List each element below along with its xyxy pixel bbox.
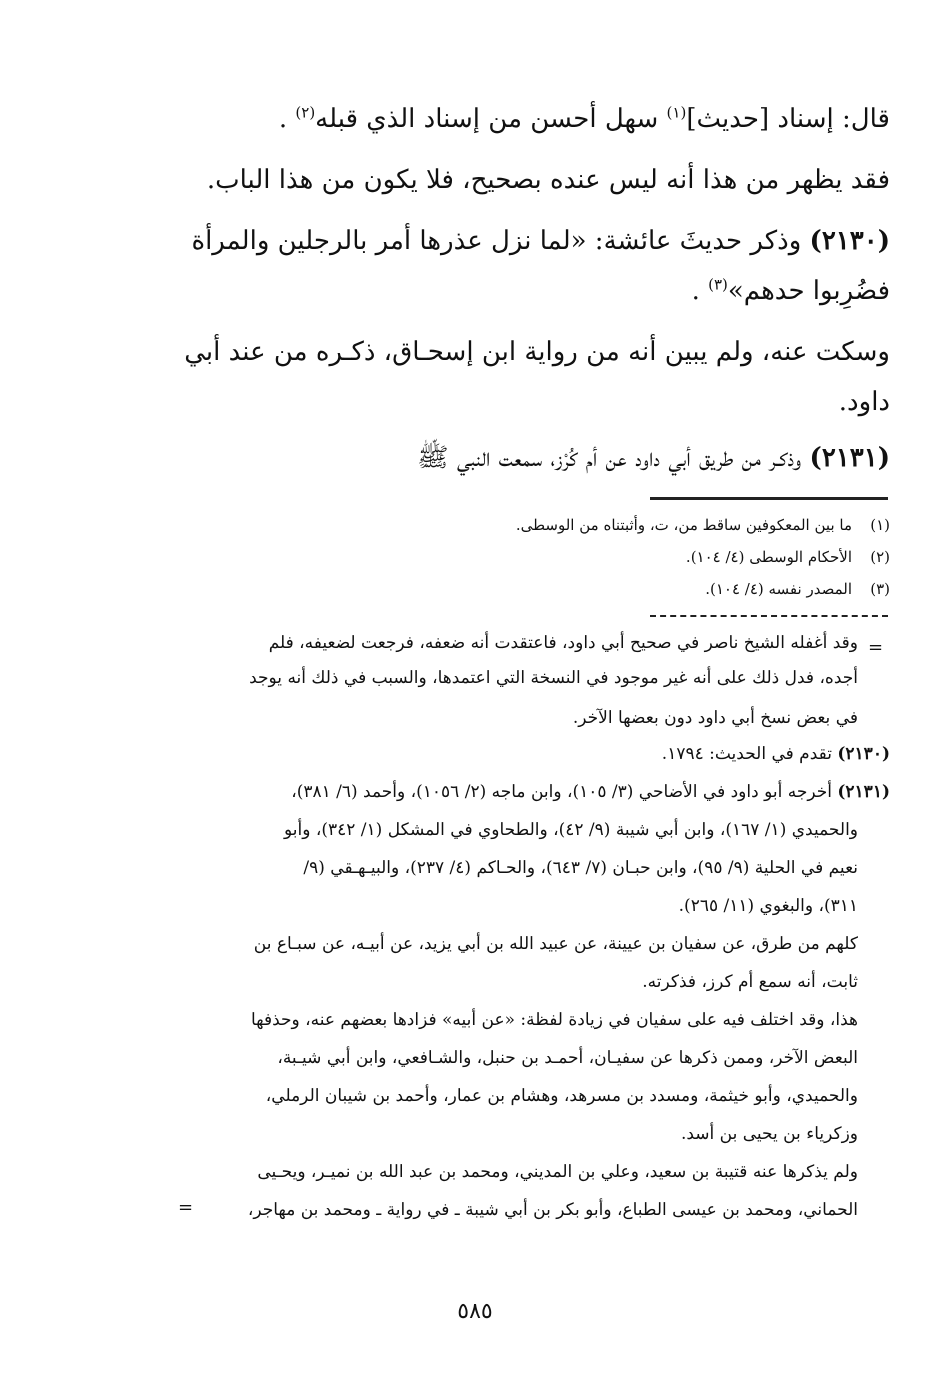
hadith-number-2131: (٢١٣١)	[809, 443, 890, 473]
main-paragraph-3-line-2: داود.	[838, 387, 890, 417]
footnote-ref-1: (١)	[666, 103, 687, 122]
note-cont-line-2: أجده، فدل ذلك على أنه غير موجود في النسخة التي اعتمدها، والسبب في ذلك أنه يوجد	[249, 668, 858, 688]
page-number: ٥٨٥	[457, 1299, 493, 1324]
note-p2-line-1: كلهم من طرق، عن سفيان بن عيينة، عن عبيد الله بن أبي يزيد، عن أبيـه، عن سبـاع بن	[253, 934, 858, 954]
note-p4-line-2: الحماني، ومحمد بن عيسى الطباع، وأبو بكر بن أبي شيبة ـ في رواية ـ ومحمد بن مهاجر،	[247, 1200, 858, 1220]
note-2131-line-1: (٢١٣١) أخرجه أبو داود في الأضاحي (٣/ ١٠٥)، وابن ماجه (٢/ ١٠٥٦)، وأحمد (٦/ ٣٨١)،	[291, 782, 890, 802]
hadith-2130-line-1: (٢١٣٠) وذكر حديثَ عائشة: «لما نزل عذرها أمر بالرجلين والمرأة	[191, 226, 890, 256]
main-paragraph-3-line-1: وسكت عنه، ولم يبين أنه من رواية ابن إسحـاق، ذكـره من عند أبي	[184, 337, 890, 367]
note-cont-line-3: في بعض نسخ أبي داود دون بعضها الآخر.	[572, 708, 858, 728]
footnote-separator	[650, 497, 888, 500]
footnote-2: (٢)الأحكام الوسطى (٤/ ١٠٤).	[685, 548, 890, 566]
notes-separator	[650, 615, 888, 617]
main-line-1: قال: إسناد [حديث]$^{(١)}$ سهل أحسن من إسناد الذي قبله$^{(٢)}$ .	[278, 103, 890, 134]
note-2131-line-3: نعيم في الحلية (٩/ ٩٥)، وابن حبـان (٧/ ٦٤٣)، والحـاكم (٤/ ٢٣٧)، والبيـهـقي (٩/	[303, 858, 858, 878]
hadith-number-2130: (٢١٣٠)	[809, 226, 890, 256]
footnote-ref-3: (٣)	[708, 275, 728, 294]
note-cont-line-1: وقد أغفله الشيخ ناصر في صحيح أبي داود، فاعتقدت أنه ضعفه، فرجعت لضعيفه، فلم	[268, 633, 858, 653]
hadith-2131-line-1: (٢١٣١) وذكـر من طريق أبي داود عن أم كُرْز، سمعت النبي ﷺ	[417, 443, 890, 473]
note-2130: (٢١٣٠) تقدم في الحديث: ١٧٩٤.	[661, 744, 890, 764]
hadith-2130-line-2: فضُرِبوا حدهم»$^{(٣)}$ .	[691, 275, 890, 306]
note-p4-line-1: ولم يذكرها عنه قتيبة بن سعيد، وعلي بن المديني، ومحمد بن عبد الله بن نميـر، ويحـيى	[257, 1162, 858, 1182]
continuation-end-mark: =	[178, 1197, 194, 1218]
main-line-2: فقد يظهر من هذا أنه ليس عنده بصحيح، فلا يكون من هذا الباب.	[206, 165, 890, 195]
note-p3-line-1: هذا، وقد اختلف فيه على سفيان في زيادة لفظة: «عن أبيه» فزادها بعضهم عنه، وحذفها	[250, 1010, 858, 1030]
continuation-mark: =	[868, 637, 884, 658]
footnote-3: (٣)المصدر نفسه (٤/ ١٠٤).	[705, 580, 890, 598]
note-2131-line-2: والحميدي (١/ ١٦٧)، وابن أبي شيبة (٩/ ٤٢)، والطحاوي في المشكل (١/ ٣٤٢)، وأبو	[284, 820, 858, 840]
note-p3-line-3: والحميدي، وأبو خيثمة، ومسدد بن مسرهد، وهشام بن عمار، وأحمد بن شيبان الرملي،	[265, 1086, 858, 1106]
note-p3-line-2: البعض الآخر، وممن ذكرها عن سفيـان، أحمـد بن حنبل، والشـافعي، وابن أبي شيـبة،	[277, 1048, 858, 1068]
note-p2-line-2: ثابت، أنه سمع أم كرز، فذكرته.	[642, 972, 858, 992]
note-p3-line-4: وزكرياء بن يحيى بن أسد.	[680, 1124, 858, 1144]
footnote-1: (١)ما بين المعكوفين ساقط من، ت، وأثبتناه من الوسطى.	[515, 516, 890, 534]
footnote-ref-2: (٢)	[295, 103, 316, 122]
note-2131-line-4: ٣١١)، والبغوي (١١/ ٢٦٥).	[678, 896, 858, 916]
